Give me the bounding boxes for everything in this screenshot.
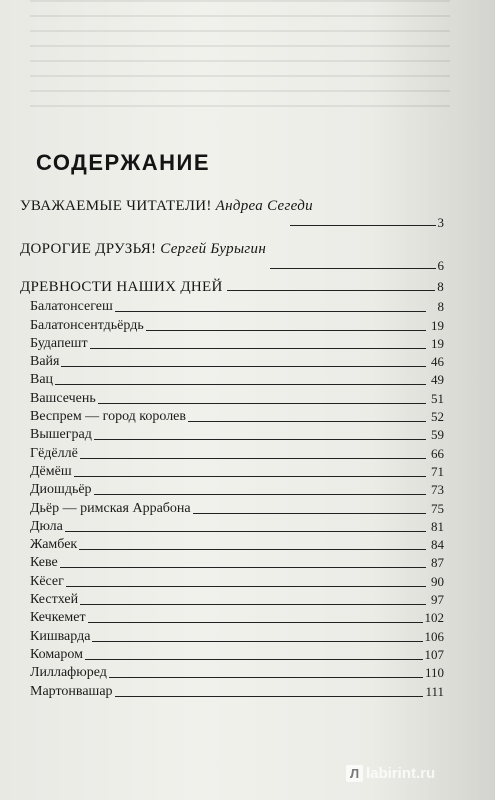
entry-page-number: 110 — [424, 665, 444, 681]
toc-entry — [30, 334, 444, 352]
section-author: Андреа Сегеди — [215, 198, 313, 214]
entry-title: Балатонсегеш — [30, 299, 113, 315]
leader-line — [88, 622, 423, 623]
toc-section-antiquities — [20, 279, 444, 296]
leader-line — [65, 531, 426, 532]
entry-page-number: 84 — [431, 537, 444, 553]
site-watermark — [346, 765, 435, 782]
show-through-text — [30, 0, 450, 110]
entry-page-number: 19 — [431, 335, 444, 351]
entry-title: Кёсег — [30, 573, 64, 589]
contents-heading: СОДЕРЖАНИЕ — [36, 150, 211, 175]
entry-title: Балатонсентдьёрдь — [30, 317, 144, 333]
leader-line — [290, 225, 436, 226]
leader-line — [60, 567, 426, 568]
toc-entry — [30, 535, 444, 553]
entry-title: Будапешт — [30, 335, 88, 351]
entry-title: Жамбек — [30, 537, 78, 553]
entry-title: Вайя — [30, 354, 60, 370]
entry-title: Вац — [30, 372, 54, 388]
toc-entry — [30, 553, 444, 571]
entry-title: Дьёр — римская Аррабона — [30, 500, 191, 516]
toc-entries-list — [30, 297, 444, 700]
toc-entry — [30, 663, 444, 681]
toc-entry — [30, 315, 444, 333]
entry-page-number: 49 — [431, 372, 444, 388]
entry-page-number: 102 — [424, 610, 444, 626]
section-title: УВАЖАЕМЫЕ ЧИТАТЕЛИ! — [20, 198, 212, 214]
entry-page-number: 106 — [424, 628, 444, 644]
entry-page-number: 107 — [424, 646, 444, 662]
leader-line — [188, 421, 426, 422]
toc-section-readers — [20, 198, 444, 231]
entry-title: Вышеград — [30, 427, 92, 443]
leader-line — [109, 677, 423, 678]
leader-line — [94, 494, 426, 495]
toc-entry — [30, 352, 444, 370]
toc-entry — [30, 480, 444, 498]
leader-line — [61, 366, 426, 367]
leader-line — [90, 348, 426, 349]
entry-title: Дюла — [30, 518, 63, 534]
entry-page-number: 52 — [431, 409, 444, 425]
toc-entry — [30, 498, 444, 516]
entry-title: Диошдьёр — [30, 482, 92, 498]
toc-entry — [30, 443, 444, 461]
leader-line — [270, 268, 436, 269]
leader-line — [115, 311, 426, 312]
entry-page-number: 90 — [431, 573, 444, 589]
leader-line — [80, 604, 426, 605]
toc-entry — [30, 297, 444, 315]
entry-page-number: 73 — [431, 482, 444, 498]
toc-entry — [30, 571, 444, 589]
entry-page-number: 81 — [431, 518, 444, 534]
section-leader — [20, 215, 444, 231]
toc-section-friends — [20, 241, 444, 274]
entry-title: Лиллафюред — [30, 665, 107, 681]
section-title-line — [20, 241, 444, 258]
entry-title: Веспрем — город королев — [30, 409, 187, 425]
toc-entry — [30, 608, 444, 626]
toc-entry — [30, 645, 444, 663]
leader-line — [79, 549, 426, 550]
leader-line — [94, 439, 426, 440]
toc-entry — [30, 370, 444, 388]
entry-page-number: 111 — [425, 683, 444, 699]
leader-line — [146, 330, 426, 331]
leader-line — [92, 641, 422, 642]
entry-page-number: 97 — [431, 592, 444, 608]
toc-entry — [30, 681, 444, 699]
leader-line — [98, 403, 426, 404]
toc-entry — [30, 590, 444, 608]
entry-page-number: 66 — [431, 445, 444, 461]
section-page-number: 6 — [437, 258, 444, 273]
section-title-line — [20, 198, 444, 215]
entry-title: Кишварда — [30, 628, 91, 644]
section-title-line — [20, 279, 444, 296]
section-author: Сергей Бурыгин — [160, 241, 267, 257]
entry-page-number: 71 — [431, 463, 444, 479]
entry-title: Гёдёллё — [30, 445, 78, 461]
leader-line — [74, 476, 426, 477]
leader-line — [227, 290, 436, 291]
entry-page-number: 87 — [431, 555, 444, 571]
leader-line — [193, 513, 426, 514]
leader-line — [80, 458, 426, 459]
entry-title: Кеве — [30, 555, 58, 571]
entry-title: Кестхей — [30, 592, 79, 608]
leader-line — [85, 659, 423, 660]
section-page-number: 3 — [437, 215, 444, 230]
toc-entry — [30, 388, 444, 406]
entry-page-number: 19 — [431, 317, 444, 333]
entry-page-number: 46 — [431, 354, 444, 370]
toc-entry — [30, 462, 444, 480]
toc-entry — [30, 425, 444, 443]
entry-page-number: 59 — [431, 427, 444, 443]
entry-page-number: 51 — [431, 390, 444, 406]
section-page-number: 8 — [437, 279, 444, 294]
leader-line — [55, 384, 426, 385]
section-title: ДОРОГИЕ ДРУЗЬЯ! — [20, 241, 157, 257]
entry-title: Мартонвашар — [30, 683, 113, 699]
toc-entry — [30, 407, 444, 425]
entry-title: Дёмёш — [30, 463, 72, 479]
entry-title: Кечкемет — [30, 610, 86, 626]
entry-title: Вашсечень — [30, 390, 96, 406]
entry-title: Комаром — [30, 646, 83, 662]
entry-page-number: 8 — [437, 299, 444, 315]
entry-page-number: 75 — [431, 500, 444, 516]
section-title: ДРЕВНОСТИ НАШИХ ДНЕЙ — [20, 279, 223, 295]
leader-line — [66, 586, 426, 587]
toc-entry — [30, 626, 444, 644]
leader-line — [115, 696, 424, 697]
toc-entry — [30, 517, 444, 535]
labirint-logo-icon: Л — [346, 765, 363, 782]
section-leader — [20, 258, 444, 274]
watermark-text: labirint.ru — [366, 765, 436, 782]
